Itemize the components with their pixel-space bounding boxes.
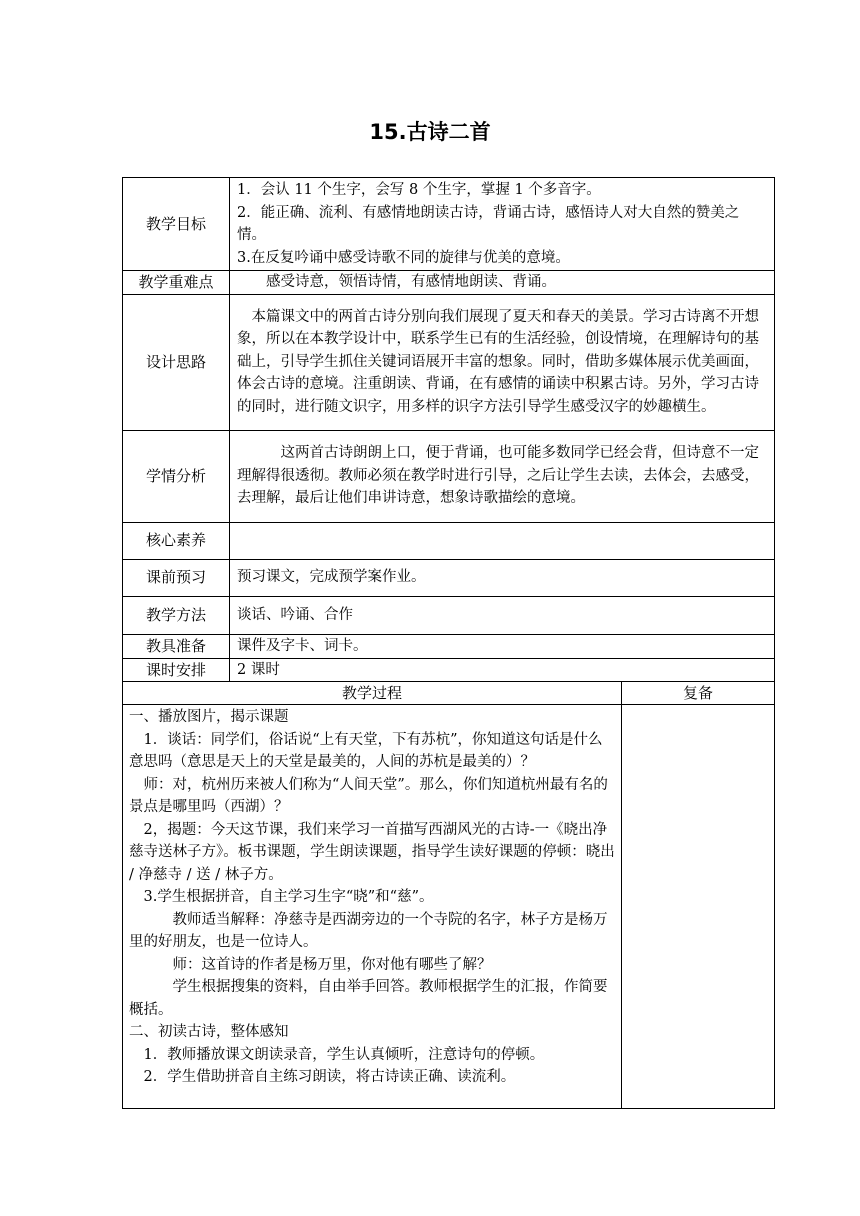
row-core <box>123 522 775 559</box>
row-process-header <box>123 682 775 705</box>
label-preview: 课前预习 <box>123 559 230 596</box>
label-design: 设计思路 <box>123 294 230 430</box>
row-design <box>123 294 775 430</box>
process-paragraph: 教师适当解释：净慈寺是西湖旁边的一个寺院的名字，林子方是杨万里的好朋友，也是一位诗人。 <box>129 911 608 950</box>
label-core: 核心素养 <box>123 522 230 559</box>
process-heading-2: 二、初读古诗，整体感知 <box>129 1024 289 1040</box>
content-goal <box>230 178 775 271</box>
row-analysis <box>123 430 775 522</box>
label-analysis: 学情分析 <box>123 430 230 522</box>
process-paragraph: 1．谈话：同学们，俗话说“上有天堂，下有苏杭”，你知道这句话是什么意思吗（意思是天上的天堂是最美的，人间的苏杭是最美的）？ <box>129 731 603 770</box>
row-goal <box>123 178 775 271</box>
content-method: 谈话、吟诵、合作 <box>230 596 775 634</box>
row-hours <box>123 658 775 682</box>
content-preview: 预习课文，完成预学案作业。 <box>230 559 775 596</box>
content-key: 感受诗意，领悟诗情，有感情地朗读、背诵。 <box>230 271 775 295</box>
page-title: 15.古诗二首 <box>369 120 491 144</box>
row-process-body <box>123 705 775 1109</box>
content-design: 本篇课文中的两首古诗分别向我们展现了夏天和春天的美景。学习古诗离不开想象，所以在本教学设计中，联系学生已有的生活经验，创设情境，在理解诗句的基础上，引导学生抓住关键词语展开丰富的想象。同时，借助多媒体展示优美画面，体会古诗的意境。注重朗读、背诵，在有感情的诵读中积累古诗。另外，学习古诗的同时，进行随文识字，用多样的识字方法引导学生感受汉字的妙趣横生。 <box>230 294 775 430</box>
process-paragraph: 3.学生根据拼音，自主学习生字“晓”和“慈”。 <box>143 889 434 905</box>
process-paragraph: 师：这首诗的作者是杨万里，你对他有哪些了解？ <box>172 956 492 973</box>
row-key <box>123 271 775 295</box>
process-content <box>123 705 622 1109</box>
goal-line-1: 1．会认 11 个生字，会写 8 个生字，掌握 1 个多音字。 <box>237 182 601 198</box>
label-hours: 课时安排 <box>123 658 230 682</box>
label-key: 教学重难点 <box>123 271 230 295</box>
content-core <box>230 522 775 559</box>
label-goal: 教学目标 <box>123 178 230 271</box>
process-paragraph: 2，揭题：今天这节课，我们来学习一首描写西湖风光的古诗-一《晓出净慈寺送林子方》。板书课题，学生朗读课题，指导学生读好课题的停顿：晓出 / 净慈寺 / 送 / 林子方。 <box>129 821 615 883</box>
process-heading-1: 一、播放图片，揭示课题 <box>129 709 289 725</box>
goal-line-2: 2．能正确、流利、有感情地朗读古诗，背诵古诗，感悟诗人对大自然的赞美之情。 <box>237 204 740 243</box>
goal-line-3: 3.在反复吟诵中感受诗歌不同的旋律与优美的意境。 <box>237 249 570 266</box>
header-notes: 复备 <box>622 682 775 705</box>
content-analysis: 这两首古诗朗朗上口，便于背诵，也可能多数同学已经会背，但诗意不一定理解得很透彻。教师必须在教学时进行引导，之后让学生去读，去体会，去感受，去理解，最后让他们串讲诗意，想象诗歌描绘的意境。 <box>230 430 775 522</box>
row-preview <box>123 559 775 596</box>
label-method: 教学方法 <box>123 596 230 634</box>
content-hours: 2 课时 <box>230 658 775 682</box>
content-tools: 课件及字卡、词卡。 <box>230 634 775 658</box>
notes-column <box>622 705 775 1109</box>
process-paragraph: 师：对，杭州历来被人们称为“人间天堂”。那么，你们知道杭州最有名的景点是哪里吗（西湖）？ <box>129 776 608 815</box>
row-method <box>123 596 775 634</box>
label-tools: 教具准备 <box>123 634 230 658</box>
process-paragraph: 2．学生借助拼音自主练习朗读，将古诗读正确、读流利。 <box>143 1069 516 1085</box>
process-paragraph: 学生根据搜集的资料，自由举手回答。教师根据学生的汇报，作简要概括。 <box>129 979 608 1018</box>
lesson-plan-table <box>122 177 775 1109</box>
row-tools <box>123 634 775 658</box>
header-process: 教学过程 <box>123 682 622 705</box>
process-paragraph: 1．教师播放课文朗读录音，学生认真倾听，注意诗句的停顿。 <box>143 1046 545 1063</box>
